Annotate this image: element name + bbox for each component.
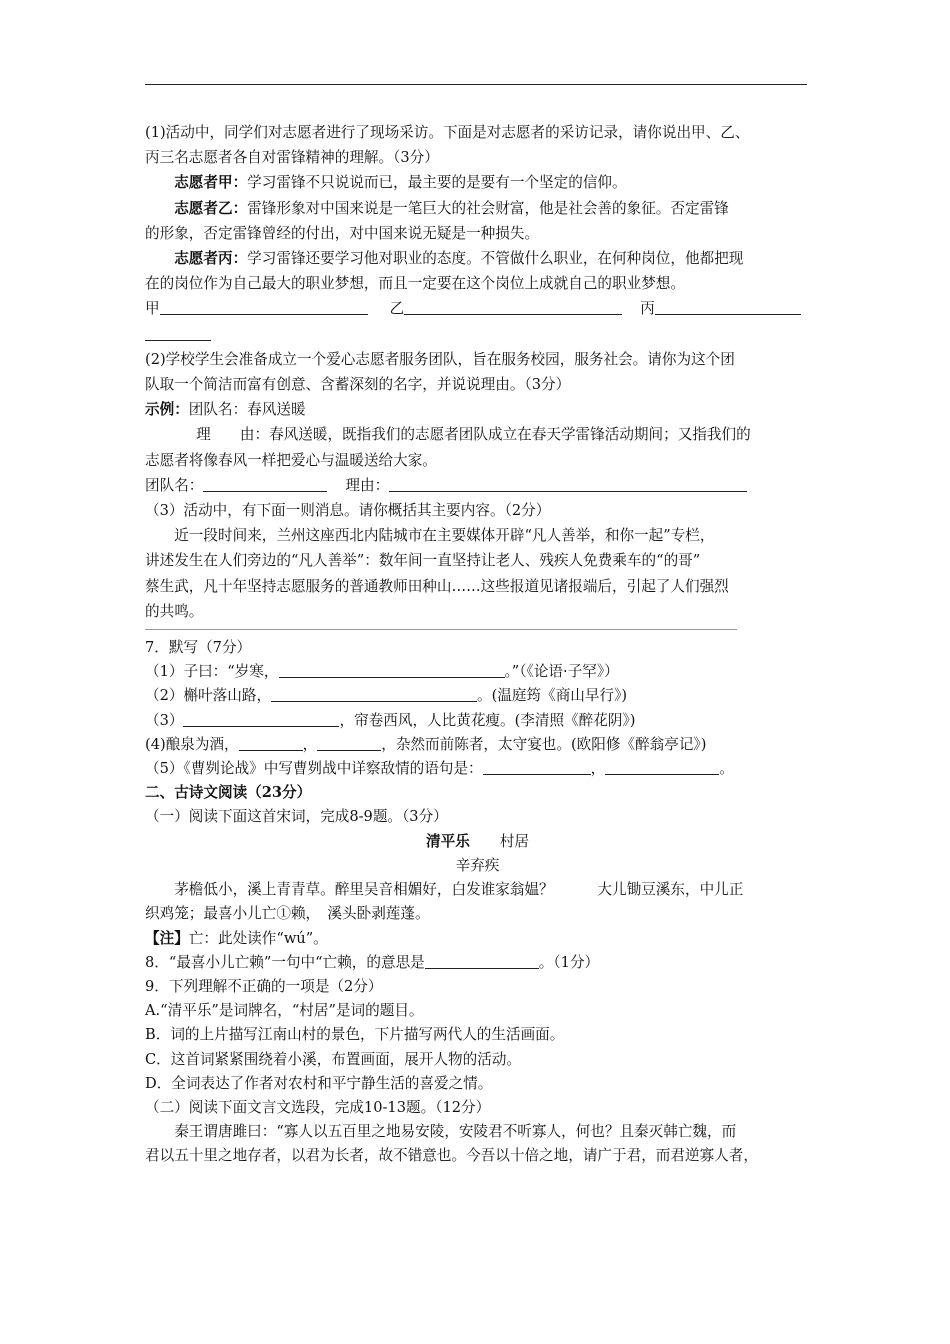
q7-line5 — [145, 757, 810, 781]
q1-answer-line — [145, 296, 810, 321]
q9: 9．下列理解不正确的一项是（2分） — [145, 977, 383, 995]
prose-line2: 君以五十里之地存者，以君为长者，故不错意也。今吾以十倍之地，请广于君，而君逆寡人者， — [145, 1147, 758, 1165]
volunteer-c-text-1: 学习雷锋还要学习他对职业的态度。不管做什么职业，在何种岗位，他都把现 — [247, 250, 744, 268]
q7-l3-suffix: ，帘卷西风，人比黄花瘦。(李清照《醉花阴》) — [339, 711, 636, 729]
q1-prompt-line2: 丙三名志愿者各自对雷锋精神的理解。（3分） — [145, 149, 439, 167]
q7-l5-field-2[interactable] — [605, 758, 719, 775]
q7-title: 7．默写（7分） — [145, 639, 252, 657]
q7-line3 — [145, 709, 810, 733]
poem-title: 清平乐 — [426, 832, 470, 850]
q7-l2-field[interactable] — [271, 685, 477, 702]
q3-text-2: 讲述发生在人们旁边的“凡人善举”：数年间一直坚持让老人、残疾人免费乘车的“的哥” — [145, 552, 701, 570]
reason-field-label: 理由： — [345, 476, 390, 494]
q1-volunteer-b-line2: 的形象，否定雷锋曾经的付出，对中国来说无疑是一种损失。 — [145, 224, 540, 242]
reason-field[interactable] — [389, 475, 747, 492]
q8-suffix: 。（1分） — [538, 953, 600, 971]
poem-title-line — [145, 830, 810, 854]
q7-l3-field[interactable] — [183, 710, 339, 727]
volunteer-b-label: 志愿者乙： — [174, 199, 248, 217]
answer-b-field[interactable] — [404, 298, 622, 315]
q7-l4-field-2[interactable] — [317, 734, 381, 751]
q9-option-d: D．全词表达了作者对农村和平宁静生活的喜爱之情。 — [145, 1074, 493, 1092]
q8 — [145, 951, 810, 975]
poem-line2: 织鸡笼；最喜小儿亡①赖， 溪头卧剥莲蓬。 — [145, 905, 430, 923]
volunteer-b-text-1: 雷锋形象对中国来说是一笔巨大的社会财富，他是社会善的象征。否定雷锋 — [247, 199, 729, 217]
prose-line1: 秦王谓唐雎曰：“寡人以五百里之地易安陵，安陵君不听寡人，何也？且秦灭韩亡魏，而 — [174, 1123, 737, 1141]
q1-volunteer-c-line1 — [145, 246, 810, 271]
poem-note — [145, 927, 810, 951]
q7-l5-prefix: （5）《曹刿论战》中写曹刿战中详察敌情的语句是： — [145, 760, 483, 778]
q3-text-3: 蔡生武，凡十年坚持志愿服务的普通教师田种山……这些报道见诸报端后，引起了人们强烈 — [145, 577, 729, 595]
q7-l4-field-1[interactable] — [239, 734, 303, 751]
answer-a-field[interactable] — [160, 298, 368, 315]
q3-prompt: （3）活动中，有下面一则消息。请你概括其主要内容。（2分） — [145, 502, 551, 520]
q9-option-c: C．这首词紧紧围绕着小溪，布置画面，展开人物的活动。 — [145, 1050, 522, 1068]
exam-page — [145, 120, 810, 1169]
note-text: 亡：此处读作“wú”。 — [188, 929, 328, 947]
q8-field[interactable] — [425, 952, 539, 969]
q2-example — [145, 397, 810, 422]
example-team-name: 团队名：春风送暖 — [188, 401, 306, 419]
poem-subtitle: 村居 — [499, 832, 529, 850]
q7-line4 — [145, 733, 810, 757]
q2-prompt-line1: (2)学校学生会准备成立一个爱心志愿者服务团队，旨在服务校园，服务社会。请你为这个团 — [145, 350, 735, 368]
q7-l2-prefix: （2）槲叶落山路， — [145, 687, 272, 705]
q7-line1 — [145, 660, 810, 684]
q1-answer-line-cont — [145, 322, 810, 347]
q1-volunteer-c-line2: 在的岗位作为自己最大的职业梦想，而且一定要在这个岗位上成就自己的职业梦想。 — [145, 275, 685, 293]
answer-a-label: 甲 — [145, 300, 160, 318]
poem-author: 辛弃疾 — [455, 856, 500, 874]
q7-l3-prefix: （3） — [145, 711, 184, 729]
q9-option-b: B．词的上片描写江南山村的景色，下片描写两代人的生活画面。 — [145, 1026, 565, 1044]
note-label: 【注】 — [145, 929, 189, 947]
q7-l1-prefix: （1）子曰：“岁寒， — [145, 663, 279, 681]
poem-line1: 茅檐低小，溪上青青草。醉里吴音相媚好，白发谁家翁媪？ 大儿锄豆溪东，中儿正 — [174, 881, 744, 899]
answer-b-label: 乙 — [389, 300, 405, 318]
q7-l2-suffix: 。(温庭筠《商山早行》) — [477, 687, 628, 705]
section2-title: 二、古诗文阅读（23分） — [145, 784, 312, 802]
q3-text-1: 近一段时间来，兰州这座西北内陆城市在主要媒体开辟“凡人善举，和你一起”专栏， — [174, 527, 715, 545]
q7-l4-sep: ， — [302, 735, 318, 753]
volunteer-a-text: 学习雷锋不只说说而已，最主要的是要有一个坚定的信仰。 — [247, 174, 627, 192]
answer-c-label: 丙 — [640, 300, 655, 318]
volunteer-c-label: 志愿者丙： — [174, 250, 248, 268]
q2-reason-line1 — [145, 422, 810, 447]
answer-c-field-cont[interactable] — [145, 324, 211, 341]
q8-prefix: 8．“最喜小儿亡赖”一句中“亡赖，的意思是 — [145, 953, 425, 971]
q7-l5-field-1[interactable] — [483, 758, 591, 775]
q7-l1-field[interactable] — [279, 661, 505, 678]
q1-volunteer-b-line1 — [145, 196, 810, 221]
header-rule — [145, 84, 807, 85]
q3-text-4: 的共鸣。 — [145, 602, 204, 620]
team-name-field[interactable] — [203, 475, 327, 492]
reason-text-1: 春风送暖，既指我们的志愿者团队成立在春天学雷锋活动期间；又指我们的 — [269, 426, 751, 444]
q9-option-a: A.“清平乐”是词牌名，“村居”是词的题目。 — [145, 1002, 424, 1020]
answer-c-field[interactable] — [655, 298, 801, 315]
q7-l4-prefix: (4)酿泉为酒， — [145, 735, 239, 753]
q7-line2 — [145, 684, 810, 708]
q7-l5-sep: ， — [590, 760, 606, 778]
q7-l5-end: 。 — [719, 760, 734, 778]
section2-part2: （二）阅读下面文言文选段，完成10-13题。（12分） — [145, 1098, 491, 1116]
section2-part1: （一）阅读下面这首宋词，完成8-9题。（3分） — [145, 808, 448, 826]
reason-label: 理 由： — [196, 426, 270, 444]
q7-l1-suffix: 。”（《论语·子罕》） — [504, 663, 619, 681]
q2-prompt-line2: 队取一个简洁而富有创意、含蓄深刻的名字，并说说理由。（3分） — [145, 376, 571, 394]
q2-reason-line2: 志愿者将像春风一样把爱心与温暖送给大家。 — [145, 451, 437, 469]
example-label: 示例： — [145, 401, 189, 419]
q3-answer-line[interactable] — [145, 629, 737, 630]
q1-volunteer-a — [145, 170, 810, 195]
q7-l4-suffix: ，杂然而前陈者，太守宴也。(欧阳修《醉翁亭记》) — [381, 735, 707, 753]
team-name-label: 团队名： — [145, 476, 204, 494]
q1-prompt-line1: (1)活动中，同学们对志愿者进行了现场采访。下面是对志愿者的采访记录，请你说出甲、乙、 — [145, 124, 750, 141]
q2-answer-line — [145, 473, 810, 498]
volunteer-a-label: 志愿者甲： — [174, 174, 248, 192]
